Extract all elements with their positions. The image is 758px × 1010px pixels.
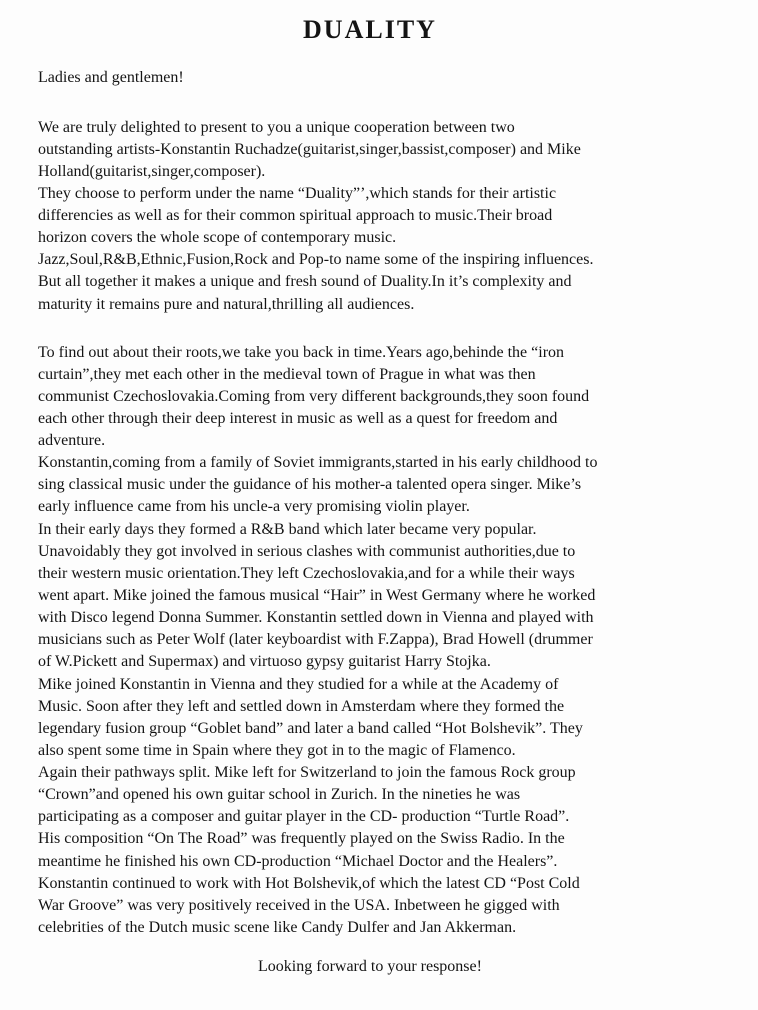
text-line: They choose to perform under the name “Duality”’,which stands for their artistic — [38, 185, 557, 202]
closing-line: Looking forward to your response! — [258, 958, 482, 975]
text-line: communist Czechoslovakia.Coming from very different backgrounds,they soon found — [38, 388, 590, 405]
text-line: Mike joined Konstantin in Vienna and they studied for a while at the Academy of — [38, 676, 559, 693]
text-line: In their early days they formed a R&B band which later became very popular. — [38, 521, 537, 538]
text-line: also spent some time in Spain where they got in to the magic of Flamenco. — [38, 742, 516, 759]
text-line: curtain”,they met each other in the medieval town of Prague in what was then — [38, 366, 536, 383]
text-line: outstanding artists-Konstantin Ruchadze(guitarist,singer,bassist,composer) and Mike — [38, 141, 581, 158]
text-line: Again their pathways split. Mike left for Switzerland to join the famous Rock group — [38, 764, 576, 781]
text-line: Konstantin,coming from a family of Soviet immigrants,started in his early childhood to — [38, 454, 598, 471]
text-line: horizon covers the whole scope of contemporary music. — [38, 229, 397, 246]
document-title: DUALITY — [303, 15, 437, 44]
text-line: Jazz,Soul,R&B,Ethnic,Fusion,Rock and Pop-to name some of the inspiring influences. — [38, 251, 594, 268]
text-line: Music. Soon after they left and settled down in Amsterdam where they formed the — [38, 698, 565, 715]
text-line: “Crown”and opened his own guitar school in Zurich. In the nineties he was — [38, 786, 521, 803]
text-line: To find out about their roots,we take you back in time.Years ago,behinde the “iron — [38, 344, 565, 361]
text-line: participating as a composer and guitar player in the CD- production “Turtle Road”. — [38, 808, 570, 825]
text-line: adventure. — [38, 432, 106, 449]
text-line: legendary fusion group “Goblet band” and later a band called “Hot Bolshevik”. They — [38, 720, 583, 737]
greeting: Ladies and gentlemen! — [38, 69, 184, 86]
text-line: early influence came from his uncle-a very promising violin player. — [38, 498, 470, 515]
text-line: War Groove” was very positively received in the USA. Inbetween he gigged with — [38, 897, 560, 914]
text-line: celebrities of the Dutch music scene like Candy Dulfer and Jan Akkerman. — [38, 919, 517, 936]
text-line: sing classical music under the guidance of his mother-a talented opera singer. Mike’s — [38, 476, 582, 493]
text-line: maturity it remains pure and natural,thrilling all audiences. — [38, 296, 415, 313]
text-line: Holland(guitarist,singer,composer). — [38, 163, 266, 180]
text-line: musicians such as Peter Wolf (later keyboardist with F.Zappa), Brad Howell (drummer — [38, 631, 593, 648]
text-line: with Disco legend Donna Summer. Konstantin settled down in Vienna and played with — [38, 609, 594, 626]
text-line: We are truly delighted to present to you a unique cooperation between two — [38, 119, 515, 136]
text-line: of W.Pickett and Supermax) and virtuoso gypsy guitarist Harry Stojka. — [38, 653, 491, 670]
text-line: each other through their deep interest in music as well as a quest for freedom and — [38, 410, 558, 427]
text-line: went apart. Mike joined the famous musical “Hair” in West Germany where he worked — [38, 587, 596, 604]
text-line: Konstantin continued to work with Hot Bolshevik,of which the latest CD “Post Cold — [38, 875, 580, 892]
text-line: But all together it makes a unique and fresh sound of Duality.In it’s complexity and — [38, 273, 572, 290]
text-line: meantime he finished his own CD-production “Michael Doctor and the Healers”. — [38, 853, 558, 870]
text-line: His composition “On The Road” was frequently played on the Swiss Radio. In the — [38, 830, 565, 847]
text-line: differencies as well as for their common spiritual approach to music.Their broad — [38, 207, 553, 224]
text-line: Unavoidably they got involved in serious clashes with communist authorities,due to — [38, 543, 576, 560]
text-line: their western music orientation.They left Czechoslovakia,and for a while their ways — [38, 565, 575, 582]
